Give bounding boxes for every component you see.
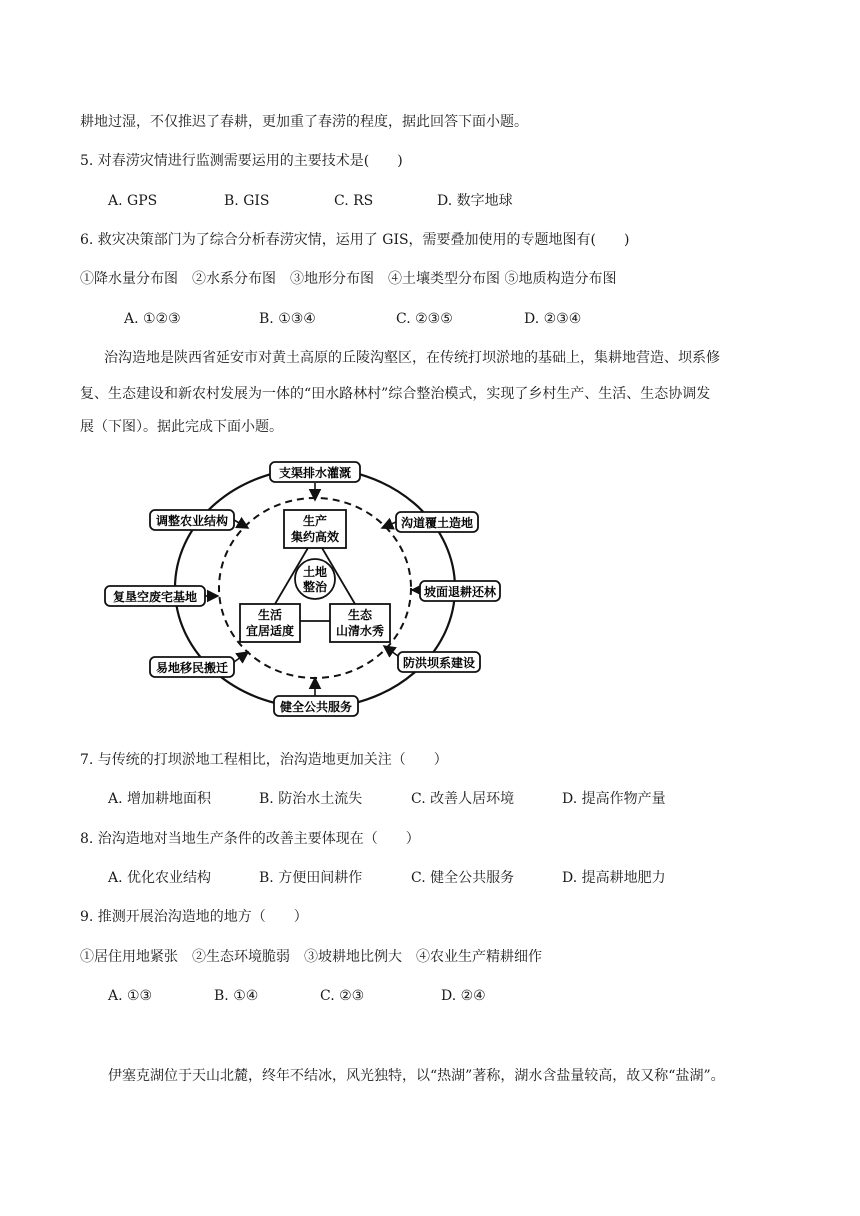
question-5-option-d[interactable]: D. 数字地球 [437, 193, 513, 209]
question-6-option-d[interactable]: D. ②③④ [524, 311, 582, 327]
life-subtitle: 宜居适度 [245, 624, 295, 638]
svg-text:支渠排水灌溉: 支渠排水灌溉 [278, 466, 352, 480]
passage-line-3: 展（下图）。据此完成下面小题。 [80, 419, 283, 435]
question-7-option-d[interactable]: D. 提高作物产量 [562, 791, 666, 807]
question-7-option-c[interactable]: C. 改善人居环境 [411, 791, 515, 807]
question-5-option-b[interactable]: B. GIS [224, 193, 270, 209]
question-9-option-d[interactable]: D. ②④ [441, 988, 486, 1004]
center-label-1: 土地 [302, 565, 328, 579]
production-subtitle: 集约高效 [290, 530, 340, 544]
svg-text:健全公共服务: 健全公共服务 [279, 700, 353, 714]
question-9-option-b[interactable]: B. ①④ [214, 988, 259, 1004]
question-6-stem: 6. 救灾决策部门为了综合分析春涝灾情，运用了 GIS，需要叠加使用的专题地图有( ) [80, 232, 630, 248]
question-6-option-b[interactable]: B. ①③④ [259, 311, 316, 327]
life-title: 生活 [257, 608, 283, 622]
center-label-2: 整治 [302, 580, 328, 594]
outer-label-top [270, 462, 360, 482]
svg-text:易地移民搬迁: 易地移民搬迁 [155, 661, 229, 675]
final-passage-line: 伊塞克湖位于天山北麓，终年不结冰，风光独特，以“热湖”著称，湖水含盐量较高，故又称“盐湖”。 [108, 1068, 725, 1084]
outer-label-right [420, 581, 500, 601]
question-9-items: ①居住用地紧张 ②生态环境脆弱 ③坡耕地比例大 ④农业生产精耕细作 [80, 949, 542, 965]
question-9-option-c[interactable]: C. ②③ [320, 988, 365, 1004]
outer-label-upper-right [396, 512, 478, 532]
ecology-subtitle: 山清水秀 [335, 624, 385, 638]
outer-label-lower-right [398, 652, 480, 672]
question-7-option-b[interactable]: B. 防治水土流失 [259, 791, 363, 807]
question-8-option-a[interactable]: A. 优化农业结构 [108, 870, 212, 886]
question-7-stem: 7. 与传统的打坝淤地工程相比，治沟造地更加关注（ ） [80, 752, 448, 768]
passage-line-1: 治沟造地是陕西省延安市对黄土高原的丘陵沟壑区，在传统打坝淤地的基础上，集耕地营造、坝系修 [104, 350, 720, 366]
question-8-option-c[interactable]: C. 健全公共服务 [411, 870, 515, 886]
ecology-title: 生态 [347, 608, 373, 622]
land-consolidation-diagram [100, 456, 520, 726]
outer-label-lower-left [150, 657, 234, 677]
question-8-option-d[interactable]: D. 提高耕地肥力 [562, 870, 666, 886]
intro-line: 耕地过湿，不仅推迟了春耕，更加重了春涝的程度，据此回答下面小题。 [80, 114, 528, 130]
production-title: 生产 [302, 514, 328, 528]
question-6-option-a[interactable]: A. ①②③ [124, 311, 181, 327]
question-5-option-a[interactable]: A. GPS [108, 193, 158, 209]
svg-text:复垦空废宅基地: 复垦空废宅基地 [112, 590, 198, 604]
question-8-option-b[interactable]: B. 方便田间耕作 [259, 870, 363, 886]
question-7-option-a[interactable]: A. 增加耕地面积 [108, 791, 212, 807]
svg-text:防洪坝系建设: 防洪坝系建设 [402, 656, 476, 670]
question-5-option-c[interactable]: C. RS [334, 193, 374, 209]
outer-label-left [105, 586, 205, 606]
question-9-option-a[interactable]: A. ①③ [108, 988, 153, 1004]
question-9-stem: 9. 推测开展治沟造地的地方（ ） [80, 909, 308, 925]
passage-line-2: 复、生态建设和新农村发展为一体的“田水路林村”综合整治模式，实现了乡村生产、生活、生态协调发 [80, 386, 711, 402]
svg-text:坡面退耕还林: 坡面退耕还林 [423, 585, 497, 599]
question-6-items: ①降水量分布图 ②水系分布图 ③地形分布图 ④土壤类型分布图 ⑤地质构造分布图 [80, 271, 617, 287]
svg-text:沟道覆土造地: 沟道覆土造地 [400, 516, 474, 530]
svg-text:调整农业结构: 调整农业结构 [155, 514, 229, 528]
question-6-option-c[interactable]: C. ②③⑤ [396, 311, 453, 327]
question-8-stem: 8. 治沟造地对当地生产条件的改善主要体现在（ ） [80, 831, 420, 847]
outer-label-upper-left [150, 510, 234, 530]
question-5-stem: 5. 对春涝灾情进行监测需要运用的主要技术是( ) [80, 153, 403, 169]
outer-label-bottom [274, 696, 358, 716]
